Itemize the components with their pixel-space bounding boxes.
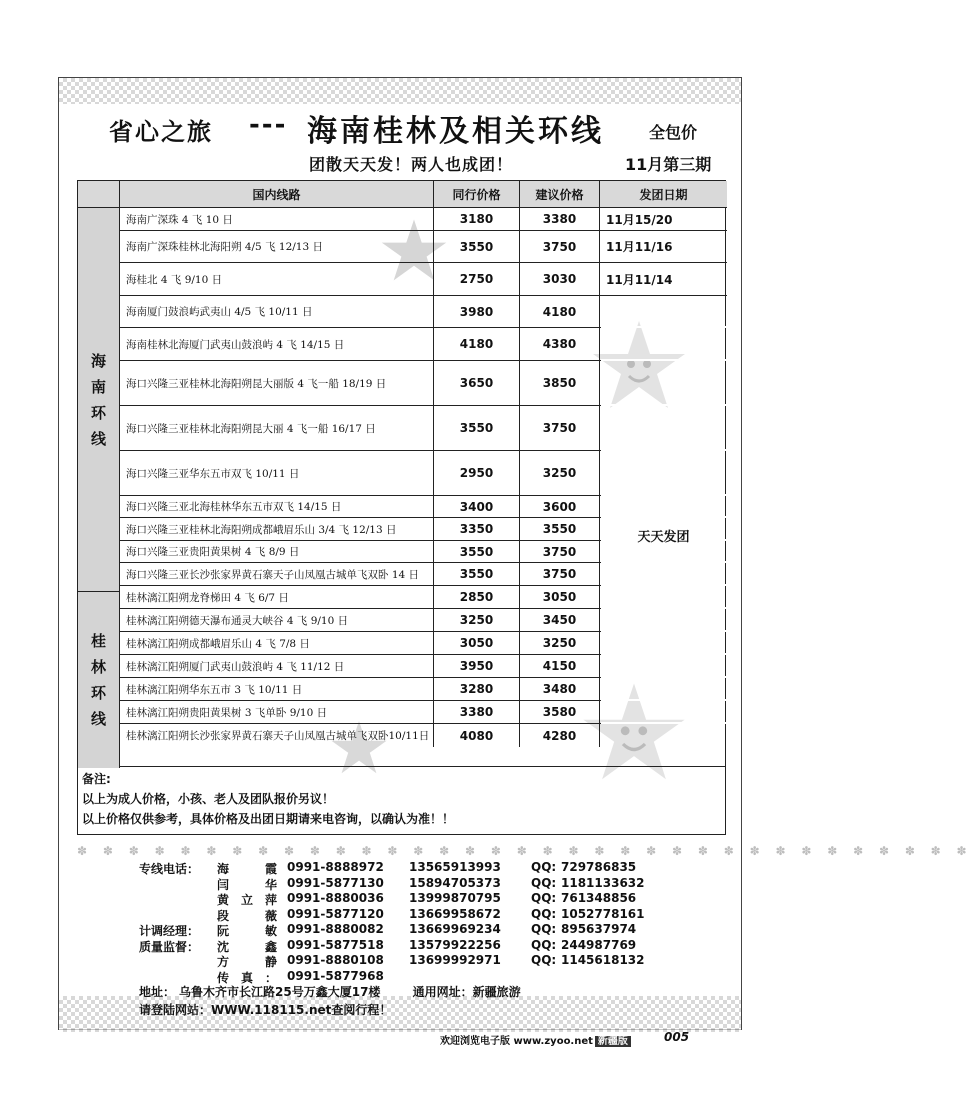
contact-phone[interactable]: 0991-5877518	[287, 937, 384, 952]
suggested-price-cell: 3450	[520, 609, 600, 631]
suggested-price-cell: 4380	[520, 328, 600, 360]
address-line	[139, 983, 521, 1000]
title-dashes: ---	[249, 110, 288, 140]
peer-price-cell: 4180	[434, 328, 520, 360]
suggested-price-cell: 3480	[520, 678, 600, 700]
contact-name: 沈鑫	[217, 939, 277, 954]
website-line[interactable]: 请登陆网站：WWW.118115.net查阅行程！	[139, 1003, 392, 1017]
peer-price-cell: 3550	[434, 563, 520, 585]
route-cell: 海口兴隆三亚桂林北海阳朔昆大丽版 4 飞一船 18/19 日	[120, 361, 434, 405]
contact-qq-label: QQ:	[531, 922, 557, 936]
route-cell: 桂林漓江阳朔德天瀑布通灵大峡谷 4 飞 9/10 日	[120, 609, 434, 631]
contact-row	[139, 938, 719, 954]
route-cell: 桂林漓江阳朔厦门武夷山鼓浪屿 4 飞 11/12 日	[120, 655, 434, 677]
peer-price-cell: 2950	[434, 451, 520, 495]
route-cell: 海南厦门鼓浪屿武夷山 4/5 飞 10/11 日	[120, 296, 434, 327]
region-header-cell	[78, 181, 120, 208]
contact-name: 段薇	[217, 908, 277, 923]
notes-line: 以上价格仅供参考，具体价格及出团日期请来电咨询，以确认为准！！	[82, 812, 455, 826]
contact-role: 专线电话：	[139, 862, 200, 876]
suggested-price-cell: 3750	[520, 406, 600, 450]
title-row	[109, 106, 739, 150]
table-row	[120, 263, 727, 296]
route-cell: 桂林漓江阳朔华东五市 3 飞 10/11 日	[120, 678, 434, 700]
contact-qq: 1181133632	[561, 875, 645, 890]
route-cell: 海口兴隆三亚贵阳黄果树 4 飞 8/9 日	[120, 541, 434, 562]
peer-price-cell: 3550	[434, 231, 520, 262]
contact-qq: 1145618132	[561, 953, 645, 967]
region-char: 林	[90, 658, 106, 676]
page-title: 海南桂林及相关环线	[307, 114, 604, 149]
column-header-departure: 发团日期	[600, 181, 727, 208]
route-cell: 海口兴隆三亚长沙张家界黄石寨天子山凤凰古城单飞双卧 14 日	[120, 563, 434, 585]
region-char: 桂	[90, 632, 106, 650]
contact-row	[139, 860, 719, 876]
contact-phone[interactable]: 0991-8880108	[287, 953, 384, 967]
suggested-price-cell: 3600	[520, 496, 600, 517]
contact-mobile[interactable]: 13699992971	[409, 953, 501, 967]
contact-qq: 1052778161	[561, 906, 645, 921]
peer-price-cell: 3350	[434, 518, 520, 540]
route-cell: 海口兴隆三亚北海桂林华东五市双飞 14/15 日	[120, 496, 434, 517]
contact-role: 质量监督：	[139, 939, 200, 954]
contact-qq: 761348856	[561, 891, 637, 905]
contact-qq-label: QQ:	[531, 860, 557, 874]
contact-mobile[interactable]: 13999870795	[409, 891, 501, 905]
footer-banner	[440, 1032, 631, 1047]
notes-box	[77, 767, 726, 835]
contact-row	[139, 922, 719, 938]
contact-name: 阮敏	[217, 924, 277, 938]
suggested-price-cell: 4180	[520, 296, 600, 327]
contact-qq: 244987769	[561, 937, 637, 952]
peer-price-cell: 2850	[434, 586, 520, 608]
route-cell: 海南广深珠桂林北海阳朔 4/5 飞 12/13 日	[120, 231, 434, 262]
contact-mobile[interactable]: 13579922256	[409, 937, 501, 952]
contact-qq-label: QQ:	[531, 906, 557, 921]
contact-row	[139, 953, 719, 969]
peer-price-cell: 3380	[434, 701, 520, 723]
contact-list	[139, 860, 719, 984]
region-label-guilin	[78, 592, 120, 768]
contact-qq-label: QQ:	[531, 891, 557, 905]
table-row	[120, 208, 727, 231]
contact-row	[139, 876, 719, 892]
merged-departure-cell: 天天发团	[637, 530, 690, 545]
contact-name: 方静	[217, 955, 277, 969]
peer-price-cell: 3550	[434, 541, 520, 562]
page-frame	[58, 77, 973, 1030]
route-cell: 海南桂林北海厦门武夷山鼓浪屿 4 飞 14/15 日	[120, 328, 434, 360]
route-cell: 海桂北 4 飞 9/10 日	[120, 263, 434, 295]
suggested-price-cell: 3750	[520, 231, 600, 262]
checker-band-top	[59, 78, 741, 104]
region-char: 南	[90, 377, 106, 396]
contact-qq-label: QQ:	[531, 875, 557, 890]
column-header-peer-price: 同行价格	[434, 181, 520, 208]
contact-qq: 729786835	[561, 860, 637, 874]
peer-price-cell: 3400	[434, 496, 520, 517]
contact-mobile[interactable]: 13669958672	[409, 906, 501, 921]
contact-phone[interactable]: 0991-8880036	[287, 891, 384, 905]
contact-row	[139, 891, 719, 907]
contact-qq: 895637974	[561, 922, 637, 936]
address-label: 地址：	[139, 985, 176, 999]
region-char: 海	[90, 351, 106, 370]
suggested-price-cell: 3250	[520, 632, 600, 654]
route-cell: 海口兴隆三亚桂林北海阳朔成都峨眉乐山 3/4 飞 12/13 日	[120, 518, 434, 540]
contact-phone[interactable]: 0991-8888972	[287, 860, 384, 874]
suggested-price-cell: 3750	[520, 563, 600, 585]
peer-price-cell: 3280	[434, 678, 520, 700]
suggested-price-cell: 4280	[520, 724, 600, 747]
route-cell: 海南广深珠 4 飞 10 日	[120, 208, 434, 230]
table-row	[120, 231, 727, 263]
keyword-value: 新疆旅游	[472, 985, 521, 999]
peer-price-cell: 2750	[434, 263, 520, 295]
peer-price-cell: 4080	[434, 724, 520, 747]
contact-name: 黄立萍	[217, 893, 277, 907]
region-char: 环	[90, 684, 106, 702]
contact-mobile[interactable]: 13669969234	[409, 922, 501, 936]
contact-mobile[interactable]: 13565913993	[409, 860, 501, 874]
contact-name: 海霞	[217, 862, 277, 876]
slogan: 团散天天发！两人也成团！	[309, 155, 514, 174]
contact-phone[interactable]: 0991-5877130	[287, 875, 384, 890]
suggested-price-cell: 3750	[520, 541, 600, 562]
price-type-label: 全包价	[649, 123, 698, 142]
suggested-price-cell: 3550	[520, 518, 600, 540]
region-char: 线	[90, 429, 106, 448]
route-cell: 海口兴隆三亚桂林北海阳朔昆大丽 4 飞一船 16/17 日	[120, 406, 434, 450]
peer-price-cell: 3050	[434, 632, 520, 654]
region-char: 环	[90, 403, 106, 422]
contact-row	[139, 969, 719, 985]
contact-name: 传真：	[217, 970, 277, 985]
suggested-price-cell: 4150	[520, 655, 600, 677]
peer-price-cell: 3250	[434, 609, 520, 631]
contact-name: 闫华	[217, 877, 277, 892]
route-price-table	[77, 180, 726, 767]
edition-badge: 新疆版	[595, 1036, 631, 1047]
route-cell: 桂林漓江阳朔贵阳黄果树 3 飞单卧 9/10 日	[120, 701, 434, 723]
notes-title: 备注:	[82, 772, 111, 786]
footer-text[interactable]: 欢迎浏览电子版 www.zyoo.net	[440, 1036, 593, 1047]
column-header-route: 国内线路	[120, 181, 434, 208]
suggested-price-cell: 3850	[520, 361, 600, 405]
region-char: 线	[90, 710, 106, 728]
contact-qq-label: QQ:	[531, 937, 557, 952]
contact-phone[interactable]: 0991-8880082	[287, 922, 384, 936]
departure-cell: 11月11/16	[606, 240, 673, 254]
table-header	[78, 181, 725, 208]
keyword-label: 通用网址：	[412, 985, 473, 999]
departure-cell: 11月11/14	[606, 272, 673, 287]
route-cell: 桂林漓江阳朔龙脊梯田 4 飞 6/7 日	[120, 586, 434, 608]
peer-price-cell: 3550	[434, 406, 520, 450]
suggested-price-cell: 3030	[520, 263, 600, 295]
departure-cell: 11月15/20	[606, 212, 673, 227]
address-value: 乌鲁木齐市长江路25号万鑫大厦17楼	[179, 985, 381, 999]
contact-role: 计调经理：	[139, 924, 200, 938]
notes-line: 以上为成人价格，小孩、老人及团队报价另议！	[82, 792, 335, 806]
suggested-price-cell: 3580	[520, 701, 600, 723]
peer-price-cell: 3950	[434, 655, 520, 677]
contact-mobile[interactable]: 15894705373	[409, 875, 501, 890]
suggested-price-cell: 3050	[520, 586, 600, 608]
route-cell: 海口兴隆三亚华东五市双飞 10/11 日	[120, 451, 434, 495]
issue-label: 11月第三期	[625, 155, 712, 174]
peer-price-cell: 3650	[434, 361, 520, 405]
route-cell: 桂林漓江阳朔长沙张家界黄石寨天子山凤凰古城单飞双卧10/11日	[120, 724, 434, 747]
region-label-hainan	[78, 208, 120, 592]
contact-qq-label: QQ:	[531, 953, 557, 967]
peer-price-cell: 3980	[434, 296, 520, 327]
contact-phone[interactable]: 0991-5877968	[287, 968, 384, 983]
contact-row	[139, 907, 719, 923]
suggested-price-cell: 3380	[520, 208, 600, 230]
column-header-suggested-price: 建议价格	[520, 181, 600, 208]
brand-name: 省心之旅	[109, 118, 213, 146]
peer-price-cell: 3180	[434, 208, 520, 230]
page-number: 005	[664, 1030, 690, 1044]
star-divider: ✽ ✽ ✽ ✽ ✽ ✽ ✽ ✽ ✽ ✽ ✽ ✽ ✽ ✽ ✽ ✽ ✽ ✽ ✽ ✽ ✽ ✽ ✽ ✽ ✽ ✽ ✽ ✽ ✽ ✽ ✽ ✽ ✽ ✽ ✽	[77, 844, 973, 858]
suggested-price-cell: 3250	[520, 451, 600, 495]
route-cell: 桂林漓江阳朔成都峨眉乐山 4 飞 7/8 日	[120, 632, 434, 654]
contact-phone[interactable]: 0991-5877120	[287, 906, 384, 921]
